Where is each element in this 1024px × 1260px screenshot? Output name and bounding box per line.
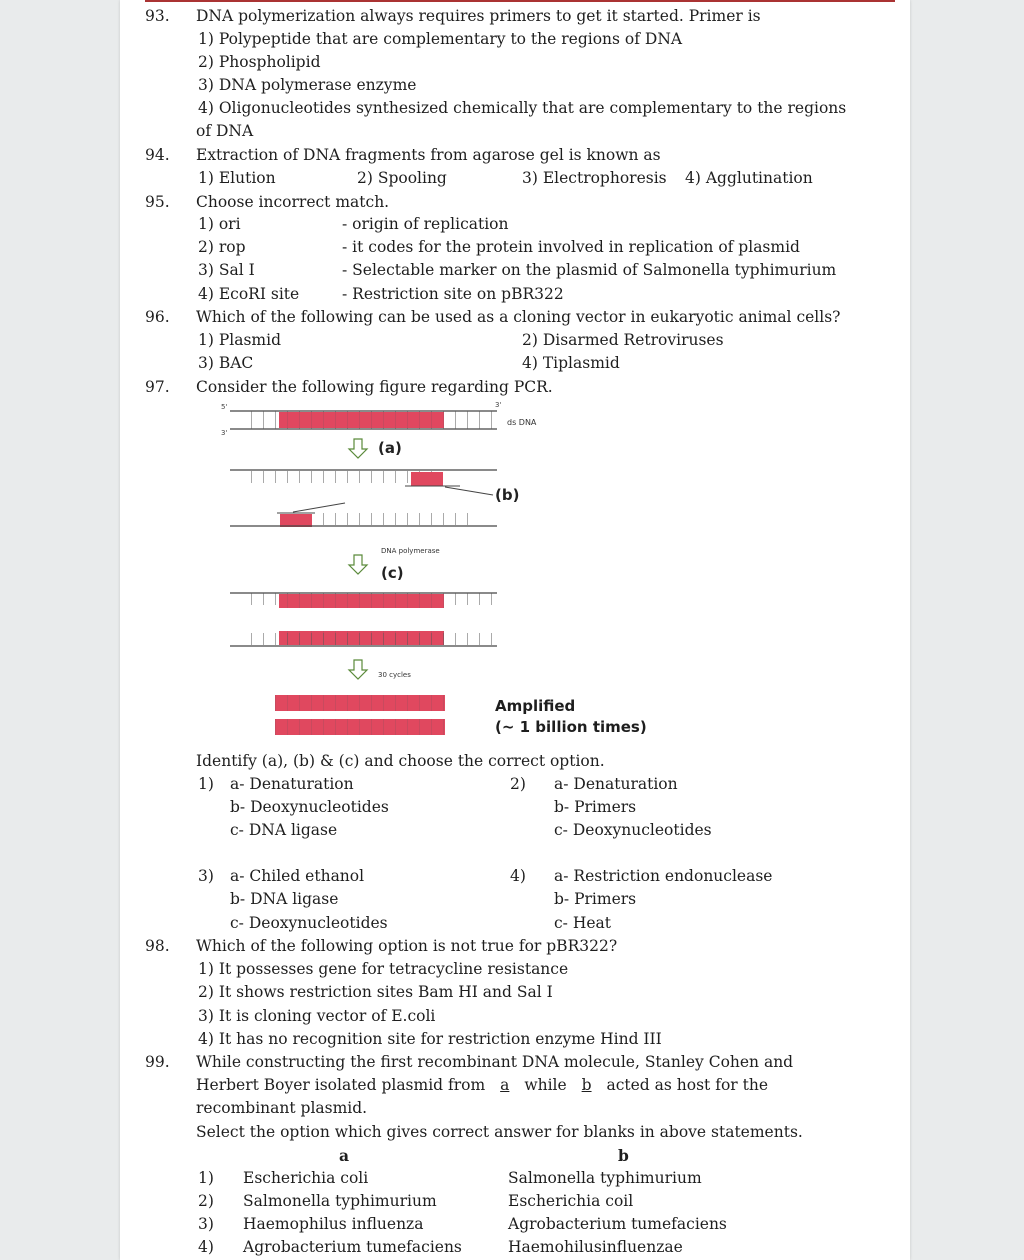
q93-text: DNA polymerization always requires primers to get it started. Primer is: [196, 7, 761, 25]
q97-option-3-b: b- DNA ligase: [230, 890, 339, 908]
q95-match-1: - origin of replication: [342, 215, 509, 233]
q95-match-3: - Selectable marker on the plasmid of Salmonella typhimurium: [342, 261, 837, 279]
q99-line-2: [196, 1075, 768, 1095]
arrow-down-icon: [349, 555, 367, 574]
label-b: (b): [495, 486, 520, 504]
q96-text: Which of the following can be used as a cloning vector in eukaryotic animal cells?: [196, 308, 841, 326]
q99-column-b-header: b: [618, 1146, 629, 1165]
end-label: 3': [495, 401, 502, 409]
q94-option-3[interactable]: 3) Electrophoresis: [522, 169, 667, 187]
enzyme-label: DNA polymerase: [381, 547, 440, 555]
q95-option-4[interactable]: 4) EcoRI site: [198, 285, 300, 303]
q98-option-3[interactable]: 3) It is cloning vector of E.coli: [198, 1007, 436, 1025]
end-label: 3': [221, 429, 228, 437]
q94-text: Extraction of DNA fragments from agarose gel is known as: [196, 146, 661, 164]
q96-option-4[interactable]: 4) Tiplasmid: [522, 354, 620, 372]
q97-option-1-a: a- Denaturation: [230, 775, 354, 793]
q95-text: Choose incorrect match.: [196, 193, 390, 211]
q99-line-2-post: acted as host for the: [606, 1076, 768, 1094]
blank-a: a: [500, 1076, 510, 1094]
q95-match-4: - Restriction site on pBR322: [342, 285, 564, 303]
label-a: (a): [378, 439, 402, 457]
q95-option-2[interactable]: 2) rop: [198, 238, 246, 256]
q94-option-2[interactable]: 2) Spooling: [357, 169, 447, 187]
blank-b: b: [581, 1076, 592, 1094]
arrow-down-icon: [349, 660, 367, 679]
q99-option-2-number[interactable]: 2): [198, 1192, 214, 1210]
q97-option-1-number[interactable]: 1): [198, 775, 214, 793]
q94-number: 94.: [145, 146, 170, 164]
q96-option-1[interactable]: 1) Plasmid: [198, 331, 281, 349]
q95-option-3[interactable]: 3) Sal I: [198, 261, 255, 279]
q99-option-3-number[interactable]: 3): [198, 1215, 214, 1233]
q96-option-2[interactable]: 2) Disarmed Retroviruses: [522, 331, 724, 349]
q99-option-4-b: Haemohilusinfluenzae: [508, 1238, 683, 1256]
q97-option-4-a: a- Restriction endonuclease: [554, 867, 773, 885]
q98-number: 98.: [145, 937, 170, 955]
q97-option-1-c: c- DNA ligase: [230, 821, 338, 839]
q97-option-4-c: c- Heat: [554, 914, 612, 932]
top-rule: [145, 0, 895, 2]
ds-dna-label: ds DNA: [507, 418, 537, 427]
q97-option-4-b: b- Primers: [554, 890, 637, 908]
q97-prompt: Identify (a), (b) & (c) and choose the correct option.: [196, 752, 605, 770]
q99-prompt: Select the option which gives correct answer for blanks in above statements.: [196, 1123, 803, 1141]
q99-option-4-a: Agrobacterium tumefaciens: [243, 1238, 462, 1256]
primer: [411, 472, 443, 486]
amplified-product: [275, 695, 445, 735]
q97-option-3-a: a- Chiled ethanol: [230, 867, 365, 885]
q98-option-4[interactable]: 4) It has no recognition site for restriction enzyme Hind III: [198, 1030, 662, 1048]
q98-option-2[interactable]: 2) It shows restriction sites Bam HI and Sal I: [198, 983, 553, 1001]
q95-match-2: - it codes for the protein involved in replication of plasmid: [342, 238, 800, 256]
q99-option-2-a: Salmonella typhimurium: [243, 1192, 437, 1210]
q98-text: Which of the following option is not true for pBR322?: [196, 937, 618, 955]
q97-option-2-b: b- Primers: [554, 798, 637, 816]
q99-option-2-b: Escherichia coil: [508, 1192, 634, 1210]
q93-option-4-cont: of DNA: [196, 122, 254, 140]
q99-option-3-b: Agrobacterium tumefaciens: [508, 1215, 727, 1233]
q97-option-3-number[interactable]: 3): [198, 867, 214, 885]
q99-option-1-number[interactable]: 1): [198, 1169, 214, 1187]
q97-option-2-number[interactable]: 2): [510, 775, 526, 793]
q99-option-4-number[interactable]: 4): [198, 1238, 214, 1256]
end-label: 5': [221, 403, 228, 411]
q97-option-2-c: c- Deoxynucleotides: [554, 821, 712, 839]
q99-line-2-pre: Herbert Boyer isolated plasmid from: [196, 1076, 486, 1094]
q99-number: 99.: [145, 1053, 170, 1071]
arrow-down-icon: [349, 439, 367, 458]
q97-text: Consider the following figure regarding PCR.: [196, 378, 553, 396]
q97-number: 97.: [145, 378, 170, 396]
q93-option-1[interactable]: 1) Polypeptide that are complementary to the regions of DNA: [198, 30, 683, 48]
q96-number: 96.: [145, 308, 170, 326]
cycles-label: 30 cycles: [378, 671, 411, 679]
q99-option-1-a: Escherichia coli: [243, 1169, 369, 1187]
q94-option-1[interactable]: 1) Elution: [198, 169, 276, 187]
q99-column-a-header: a: [339, 1146, 350, 1165]
q93-option-2[interactable]: 2) Phospholipid: [198, 53, 321, 71]
q97-option-1-b: b- Deoxynucleotides: [230, 798, 389, 816]
new-dna-strand-2: [230, 631, 497, 646]
q97-option-3-c: c- Deoxynucleotides: [230, 914, 388, 932]
q96-option-3[interactable]: 3) BAC: [198, 354, 254, 372]
ds-dna-strands: [230, 411, 497, 429]
primer: [280, 514, 312, 527]
single-strand-bottom: [230, 503, 497, 527]
single-strand-top: [230, 470, 497, 495]
q99-line-2-mid: while: [524, 1076, 567, 1094]
q98-option-1[interactable]: 1) It possesses gene for tetracycline resistance: [198, 960, 569, 978]
q95-option-1[interactable]: 1) ori: [198, 215, 241, 233]
q99-option-1-b: Salmonella typhimurium: [508, 1169, 702, 1187]
q99-option-3-a: Haemophilus influenza: [243, 1215, 424, 1233]
q93-number: 93.: [145, 7, 170, 25]
pcr-figure: [215, 395, 575, 745]
new-dna-strand-1: [230, 593, 497, 608]
q99-line-1: While constructing the first recombinant DNA molecule, Stanley Cohen and: [196, 1053, 794, 1071]
amplified-label: Amplified: [495, 697, 576, 715]
label-c: (c): [381, 564, 404, 582]
billion-times-label: (~ 1 billion times): [495, 718, 647, 736]
q97-option-2-a: a- Denaturation: [554, 775, 678, 793]
q93-option-4[interactable]: 4) Oligonucleotides synthesized chemically that are complementary to the regions: [198, 99, 847, 117]
q99-line-3: recombinant plasmid.: [196, 1099, 368, 1117]
q95-number: 95.: [145, 193, 170, 211]
q97-option-4-number[interactable]: 4): [510, 867, 526, 885]
q94-option-4[interactable]: 4) Agglutination: [685, 169, 813, 187]
q93-option-3[interactable]: 3) DNA polymerase enzyme: [198, 76, 417, 94]
